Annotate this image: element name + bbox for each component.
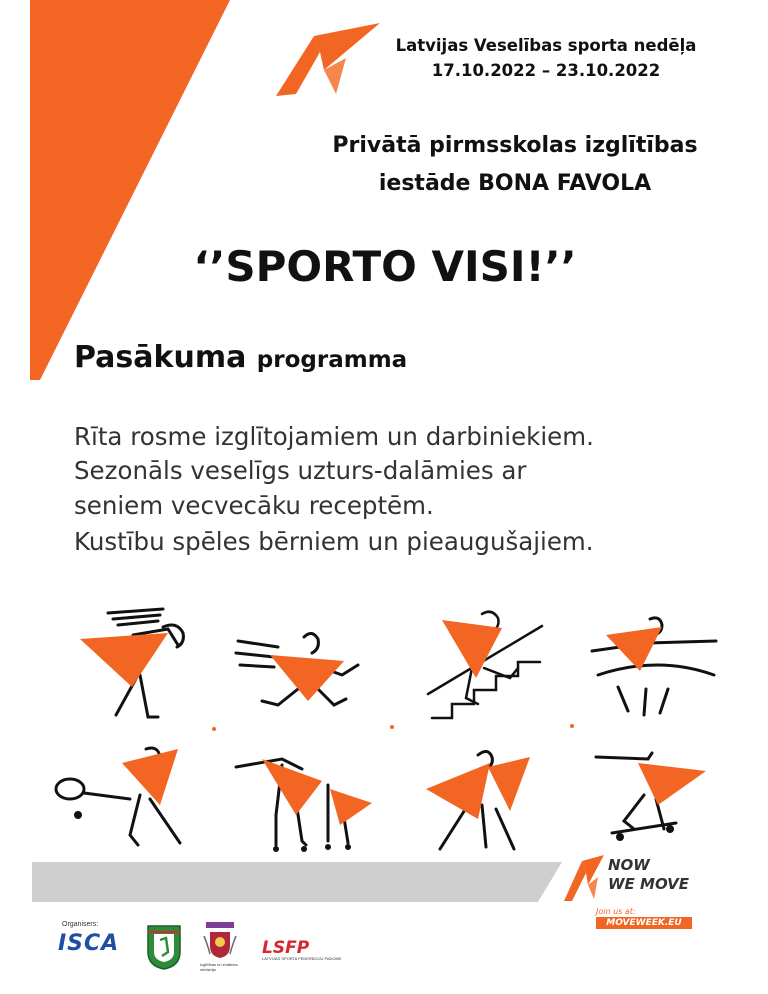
moveweek-url: MOVEWEEK.EU (596, 917, 692, 929)
now-we-move-title (608, 856, 689, 894)
now-we-move-title-line-1: NOW (608, 856, 650, 874)
moveweek-logo-icon (276, 18, 386, 100)
program-title-rest: programma (256, 347, 408, 373)
slogan: ‘’SPORTO VISI!’’ (193, 242, 577, 291)
dancers-pair-figure-icon (418, 745, 558, 863)
program-title (74, 340, 407, 375)
program-line-2: Sezonāls veselīgs uzturs-dalāmies ar (74, 456, 527, 485)
lsfp-logo: LSFP (262, 938, 310, 958)
runner-hat-figure-icon (68, 605, 208, 723)
ministry-caption: Izglītības un zinātnes ministrija (200, 962, 238, 972)
separator-dot (570, 724, 574, 728)
separator-dot (212, 727, 216, 731)
program-line-1: Rīta rosme izglītojamiem un darbiniekiem. (74, 422, 594, 451)
event-title: Latvijas Veselības sporta nedēļa (395, 36, 697, 55)
swinger-figure-icon (588, 615, 728, 733)
organisers-label: Organisers: (62, 921, 99, 928)
isca-logo: ISCA (58, 931, 120, 956)
event-dates: 17.10.2022 – 23.10.2022 (431, 61, 661, 80)
program-line-4: Kustību spēles bērniem un pieaugušajiem. (74, 527, 594, 556)
now-we-move-logo-icon (564, 855, 604, 905)
skaters-pair-figure-icon (232, 745, 372, 863)
ltsa-shield-logo-icon (146, 922, 182, 970)
ministry-coat-of-arms-icon (202, 922, 238, 962)
organizer-line-1: Privātā pirmsskolas izglītības (332, 133, 698, 158)
footer-gray-bar (32, 862, 562, 902)
orange-stripe (0, 0, 230, 380)
stairs-climber-figure-icon (422, 608, 562, 726)
skateboarder-figure-icon (592, 745, 732, 863)
organizer-line-2: iestāde BONA FAVOLA (378, 171, 652, 196)
join-us-label: Join us at: (596, 907, 636, 916)
separator-dot (390, 725, 394, 729)
lsfp-caption: LATVIJAS SPORTA FEDERĀCIJU PADOME (262, 956, 342, 961)
now-we-move-title-line-2: WE MOVE (608, 875, 690, 893)
program-title-bold: Pasākuma (74, 340, 247, 375)
tennis-player-figure-icon (50, 745, 190, 863)
program-line-3: seniem vecvecāku receptēm. (74, 491, 434, 520)
sprinter-figure-icon (234, 625, 374, 743)
